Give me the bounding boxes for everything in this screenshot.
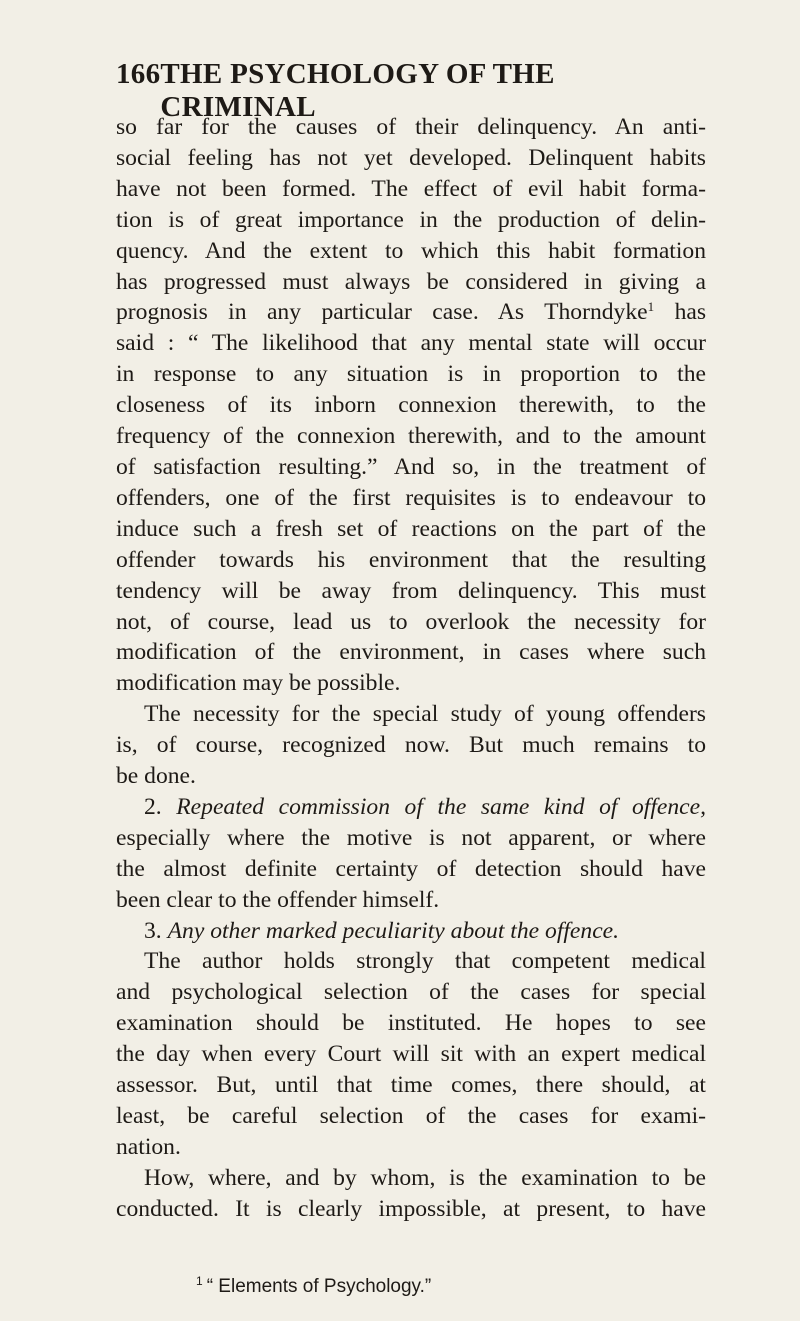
text-line: prognosis in any particular case. As Thorndyke$^1$ has [116, 299, 707, 326]
list-heading: Repeated commission of the same kind of offence, [176, 793, 706, 820]
text-line: nation. [116, 1133, 181, 1160]
list-heading: Any other marked peculiarity about the offence. [167, 917, 620, 944]
text-line: conducted. It is clearly impossible, at present, to have [116, 1195, 706, 1222]
text-line: in response to any situation is in proportion to the [116, 361, 706, 388]
text-line: closeness of its inborn connexion therewith, to the [116, 392, 706, 419]
text-line: has progressed must always be considered in giving a [116, 268, 706, 295]
text-line: so far for the causes of their delinquency. An anti- [116, 114, 706, 140]
text-line: offender towards his environment that the resulting [116, 546, 706, 573]
text-line: social feeling has not yet developed. Delinquent habits [116, 144, 706, 171]
footnote [196, 1276, 431, 1298]
text-line: especially where the motive is not apparent, or where [116, 824, 706, 851]
footnote-marker: 1 [196, 1274, 203, 1288]
text-line: induce such a fresh set of reactions on the part of the [116, 515, 706, 542]
text-line: said : “ The likelihood that any mental state will occur [116, 330, 706, 357]
list-number: 3. [144, 917, 162, 944]
text-line: be done. [116, 763, 196, 790]
footnote-reference: 1 [647, 299, 655, 315]
text-line [116, 916, 706, 947]
text-line: the almost definite certainty of detection should have [116, 855, 706, 882]
text-line: examination should be instituted. He hopes to see [116, 1010, 706, 1037]
text-line: modification of the environment, in cases where such [116, 639, 706, 666]
text-line: modification may be possible. [116, 670, 401, 697]
text-line: The necessity for the special study of young offenders [144, 701, 706, 728]
text-line: least, be careful selection of the cases for exami- [116, 1103, 706, 1129]
running-title: THE PSYCHOLOGY OF THE CRIMINAL [160, 58, 555, 123]
text-line: is, of course, recognized now. But much remains to [116, 732, 706, 759]
body-text [116, 112, 706, 1225]
footnote-text: “ Elements of Psychology.” [206, 1276, 432, 1297]
text-line: How, where, and by whom, is the examination to be [144, 1164, 706, 1191]
text-line: offenders, one of the first requisites is to endeavour to [116, 484, 706, 511]
text-line: been clear to the offender himself. [116, 886, 440, 913]
text-line: frequency of the connexion therewith, and to the amount [116, 423, 706, 450]
text-line: tion is of great importance in the production of delin- [116, 206, 706, 233]
text-line [116, 792, 706, 823]
text-line: the day when every Court will sit with an expert medical [116, 1041, 706, 1068]
text-line: have not been formed. The effect of evil habit forma- [116, 175, 706, 202]
page-number: 166 [116, 58, 161, 90]
text-line: assessor. But, until that time comes, there should, at [116, 1072, 706, 1099]
text-line: and psychological selection of the cases for special [116, 979, 706, 1006]
text-line: of satisfaction resulting.” And so, in the treatment of [116, 453, 706, 480]
text-line: tendency will be away from delinquency. This must [116, 577, 706, 604]
list-number: 2. [144, 793, 162, 820]
text-line: not, of course, lead us to overlook the necessity for [116, 608, 706, 635]
text-line: The author holds strongly that competent medical [144, 948, 706, 975]
text-line: quency. And the extent to which this habit formation [116, 237, 706, 264]
